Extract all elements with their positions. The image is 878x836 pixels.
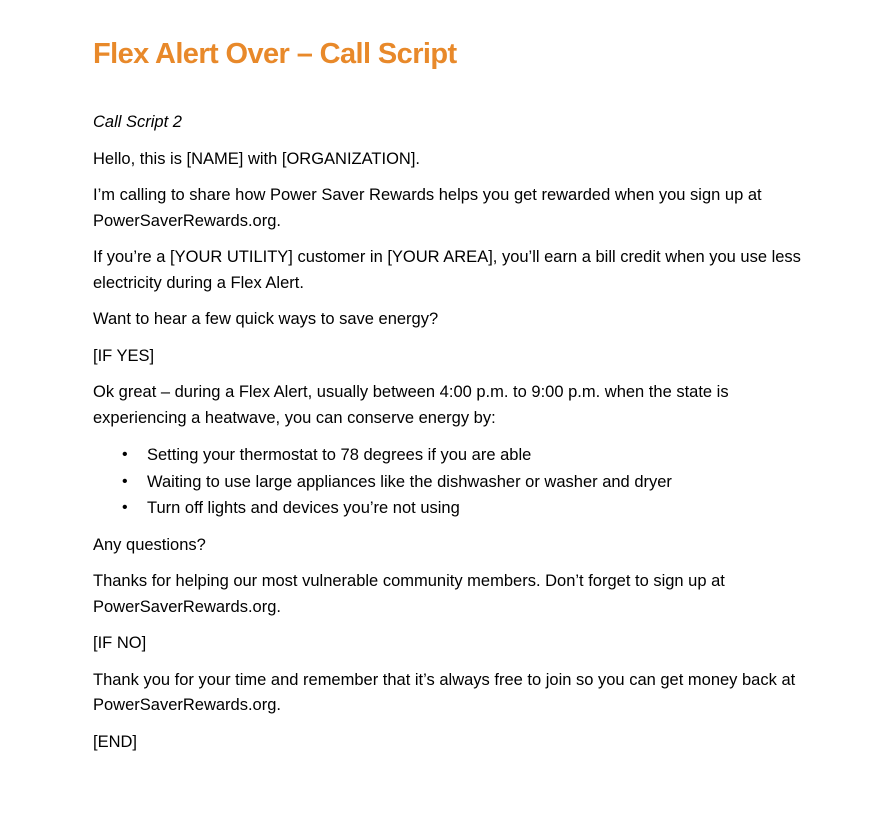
thanks-paragraph: Thanks for helping our most vulnerable community members. Don’t forget to sign up at PowerSaverRewards.org. <box>93 572 725 616</box>
if-yes-marker: [IF YES] <box>93 346 155 365</box>
bullet-icon: • <box>122 446 128 463</box>
eligibility-paragraph: If you’re a [YOUR UTILITY] customer in [YOUR AREA], you’ll earn a bill credit when you use less electricity during a Flex Alert. <box>93 248 801 292</box>
intro-paragraph: I’m calling to share how Power Saver Rewards helps you get rewarded when you sign up at PowerSaverRewards.org. <box>93 186 762 230</box>
greeting-paragraph: Hello, this is [NAME] with [ORGANIZATION]. <box>93 149 420 168</box>
any-questions-paragraph: Any questions? <box>93 535 206 554</box>
list-item-text: Turn off lights and devices you’re not using <box>147 499 460 517</box>
list-item <box>122 495 805 522</box>
list-item <box>122 469 805 496</box>
list-item-text: Waiting to use large appliances like the dishwasher or washer and dryer <box>147 472 672 491</box>
end-marker: [END] <box>93 732 138 751</box>
question-paragraph: Want to hear a few quick ways to save energy? <box>93 310 439 328</box>
list-item <box>122 442 805 469</box>
document-title: Flex Alert Over – Call Script <box>93 38 457 70</box>
script-subtitle: Call Script 2 <box>93 113 182 131</box>
list-item-text: Setting your thermostat to 78 degrees if you are able <box>147 446 532 464</box>
flex-alert-paragraph: Ok great – during a Flex Alert, usually between 4:00 p.m. to 9:00 p.m. when the state is experiencing a heatwave, you can conserve energy by: <box>93 383 729 427</box>
document-body <box>93 36 805 755</box>
energy-tips-list <box>93 442 805 522</box>
if-no-marker: [IF NO] <box>93 634 147 652</box>
bullet-icon: • <box>122 499 128 516</box>
bullet-icon: • <box>122 472 128 490</box>
closing-paragraph: Thank you for your time and remember that it’s always free to join so you can get money back at PowerSaverRewards.org. <box>93 670 796 714</box>
